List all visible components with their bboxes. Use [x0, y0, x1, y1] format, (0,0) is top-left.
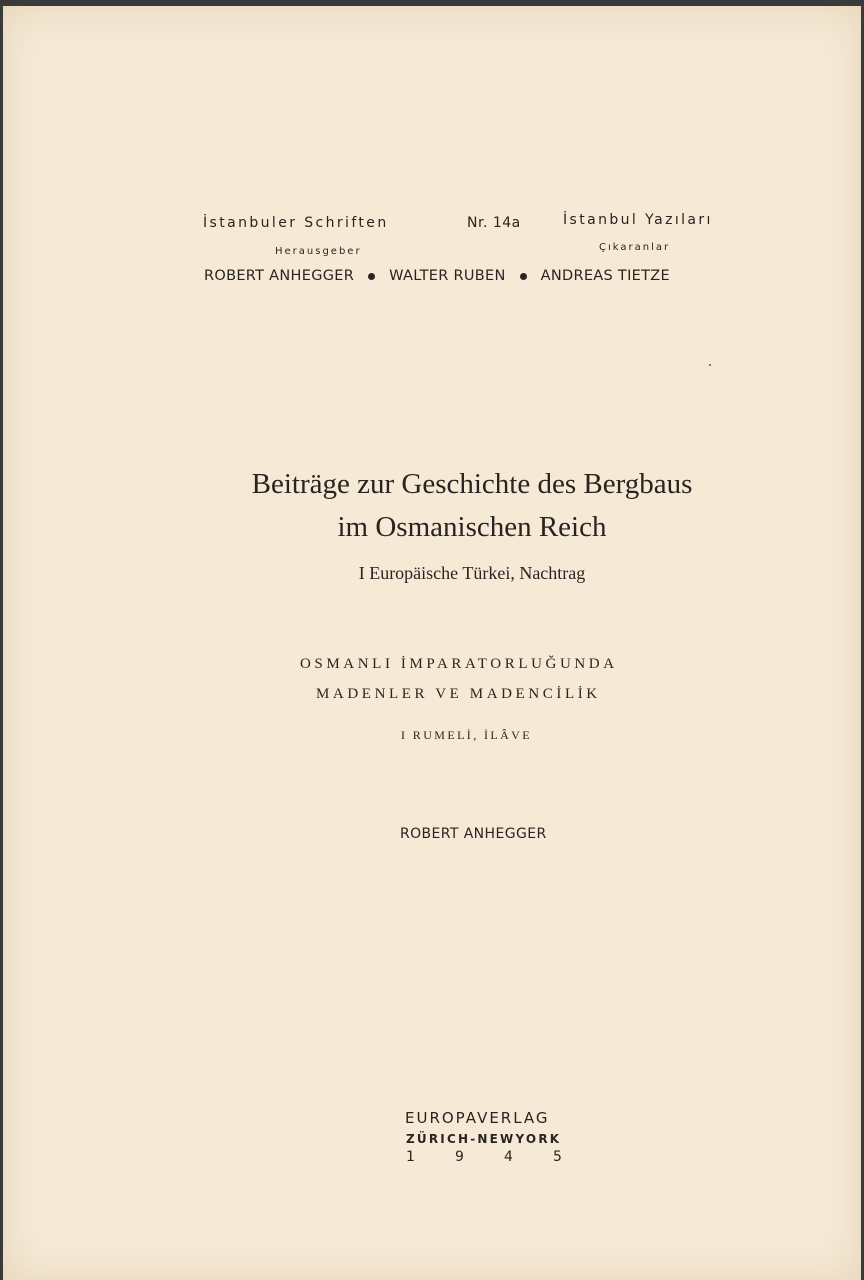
year-digit: 9: [455, 1149, 464, 1165]
editor-name: ROBERT ANHEGGER: [204, 268, 355, 284]
turkish-subtitle: I RUMELİ, İLÂVE: [401, 728, 532, 742]
paper-speck: [709, 364, 711, 366]
editor-label-german: Herausgeber: [275, 246, 362, 257]
year-digit: 1: [406, 1149, 415, 1165]
bullet-icon: [520, 273, 527, 280]
editor-name: WALTER RUBEN: [389, 268, 506, 284]
turkish-title-line-1: OSMANLI İMPARATORLUĞUNDA: [300, 656, 618, 672]
series-name-german: İstanbuler Schriften: [203, 215, 389, 231]
year-digit: 4: [504, 1149, 513, 1165]
editor-label-turkish: Çıkaranlar: [599, 242, 671, 253]
title-page: [3, 6, 861, 1280]
editor-name: ANDREAS TIETZE: [540, 268, 670, 284]
title-line-2: im Osmanischen Reich: [337, 511, 607, 543]
author-name: ROBERT ANHEGGER: [400, 826, 547, 842]
series-number: Nr. 14a: [467, 215, 521, 231]
publisher-cities: ZÜRICH-NEWYORK: [406, 1132, 562, 1146]
bullet-icon: [368, 273, 375, 280]
year-digit: 5: [553, 1149, 562, 1165]
editors-line: [204, 268, 670, 284]
turkish-title-line-2: MADENLER VE MADENCİLİK: [316, 686, 601, 702]
series-name-turkish: İstanbul Yazıları: [563, 212, 713, 228]
publication-year: [406, 1149, 562, 1165]
subtitle: I Europäische Türkei, Nachtrag: [358, 563, 586, 583]
publisher-name: EUROPAVERLAG: [405, 1109, 550, 1127]
title-line-1: Beiträge zur Geschichte des Bergbaus: [251, 468, 693, 500]
